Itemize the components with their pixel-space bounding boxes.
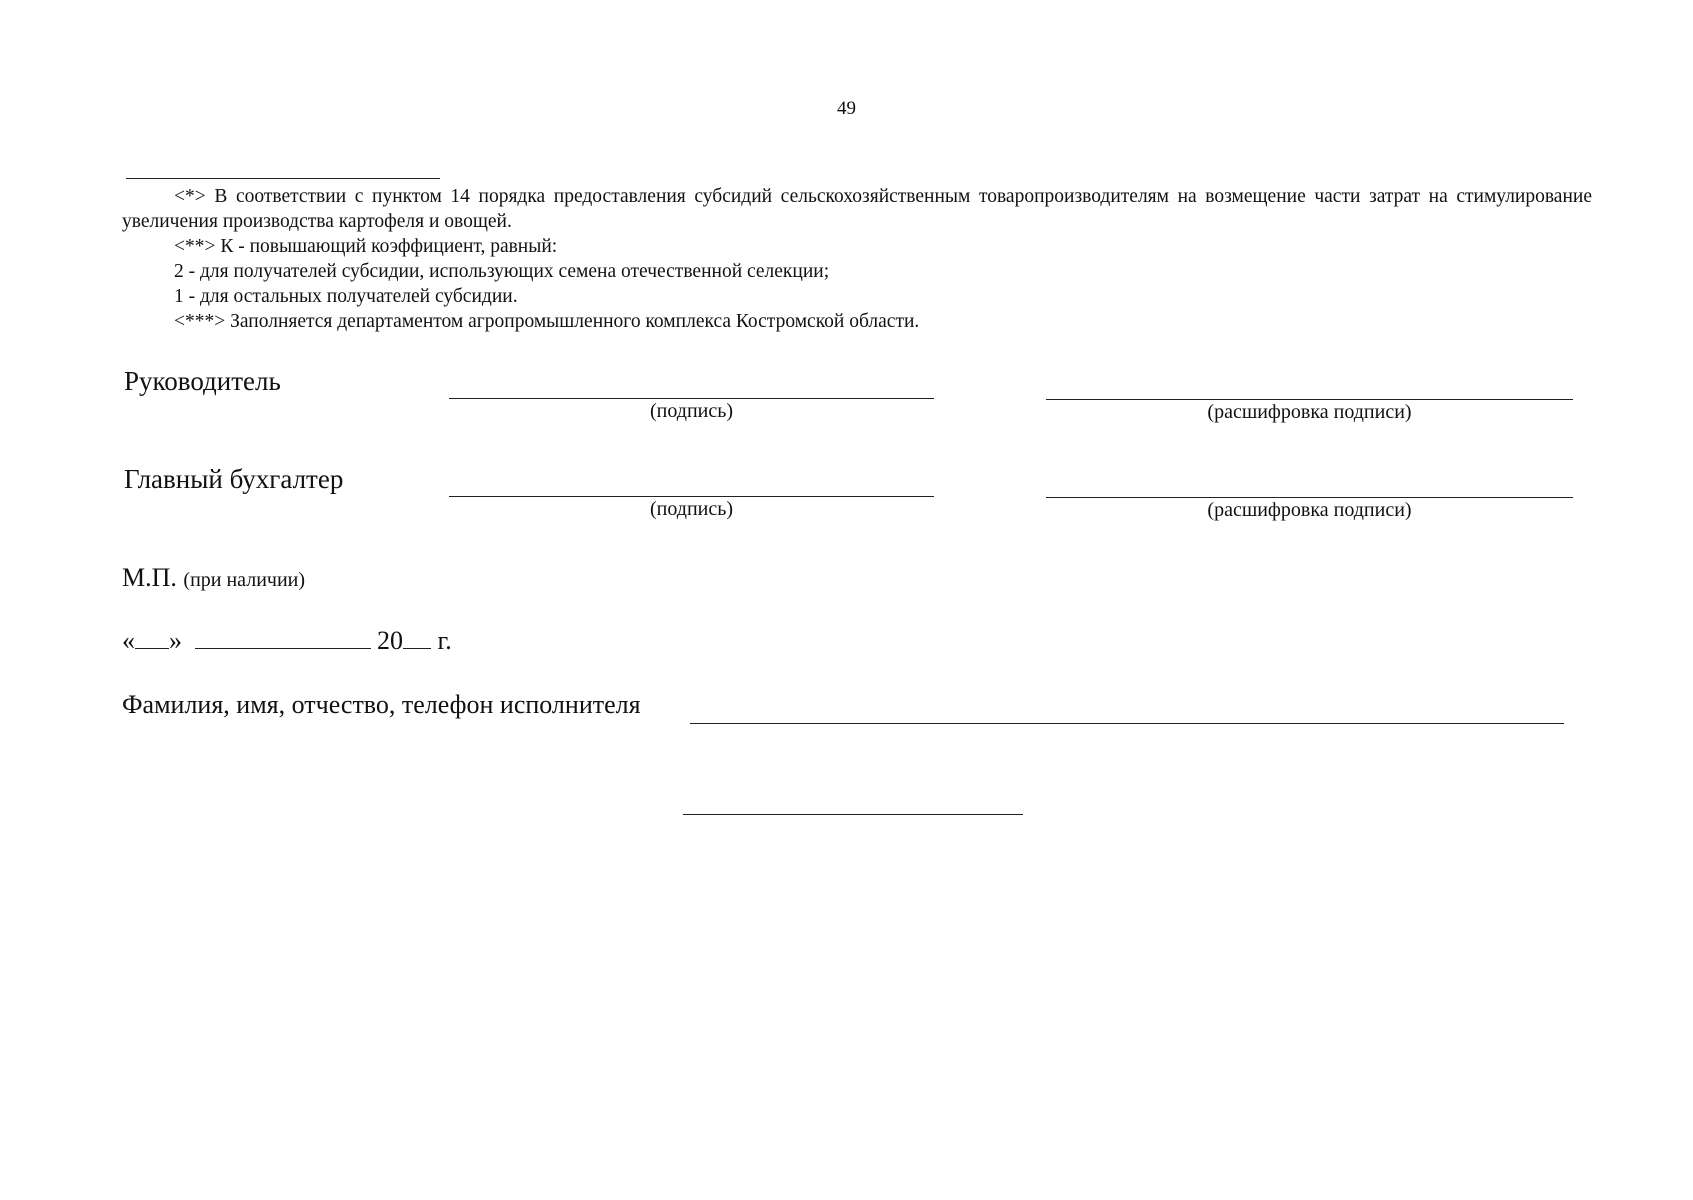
head-signature-caption: (подпись) xyxy=(649,400,734,422)
executor-label: Фамилия, имя, отчество, телефон исполнителя xyxy=(122,690,641,719)
executor-field-line[interactable] xyxy=(690,723,1564,724)
footnote-1: <*> В соответствии с пунктом 14 порядка предоставления субсидий сельскохозяйственным товаропроизводителям на возмещение части затрат на стимулирование увеличения производства картофеля и овощей. xyxy=(122,186,1592,232)
head-decoding-line[interactable] xyxy=(1046,399,1573,400)
stamp-place xyxy=(122,563,305,593)
year-blank[interactable] xyxy=(403,628,431,649)
chief-accountant-signature-caption: (подпись) xyxy=(649,498,734,520)
head-decoding-caption: (расшифровка подписи) xyxy=(1207,401,1412,423)
stamp-label: М.П. xyxy=(122,563,177,592)
day-blank[interactable] xyxy=(135,628,169,649)
page-number: 49 xyxy=(837,98,856,119)
chief-accountant-decoding-line[interactable] xyxy=(1046,497,1573,498)
date-open-quote: « xyxy=(122,626,135,655)
date-close-quote: » xyxy=(169,626,182,655)
head-signature-line[interactable] xyxy=(449,398,934,399)
chief-accountant-decoding-caption: (расшифровка подписи) xyxy=(1207,499,1412,521)
year-prefix: 20 xyxy=(377,626,403,655)
chief-accountant-label: Главный бухгалтер xyxy=(124,464,344,494)
head-label: Руководитель xyxy=(124,366,281,396)
chief-accountant-signature-line[interactable] xyxy=(449,496,934,497)
footnote-2-item-1: 2 - для получателей субсидии, использующих семена отечественной селекции; xyxy=(174,261,830,282)
date-line xyxy=(122,626,452,656)
footnotes xyxy=(122,184,1592,334)
footnote-2: <**> К - повышающий коэффициент, равный: xyxy=(174,236,558,257)
year-suffix: г. xyxy=(437,626,452,655)
footnote-separator xyxy=(126,178,440,179)
footnote-2-item-2: 1 - для остальных получателей субсидии. xyxy=(174,286,518,307)
stamp-note: (при наличии) xyxy=(183,569,306,591)
month-blank[interactable] xyxy=(195,628,371,649)
footnote-3: <***> Заполняется департаментом агропромышленного комплекса Костромской области. xyxy=(174,311,920,332)
end-separator xyxy=(683,814,1023,815)
